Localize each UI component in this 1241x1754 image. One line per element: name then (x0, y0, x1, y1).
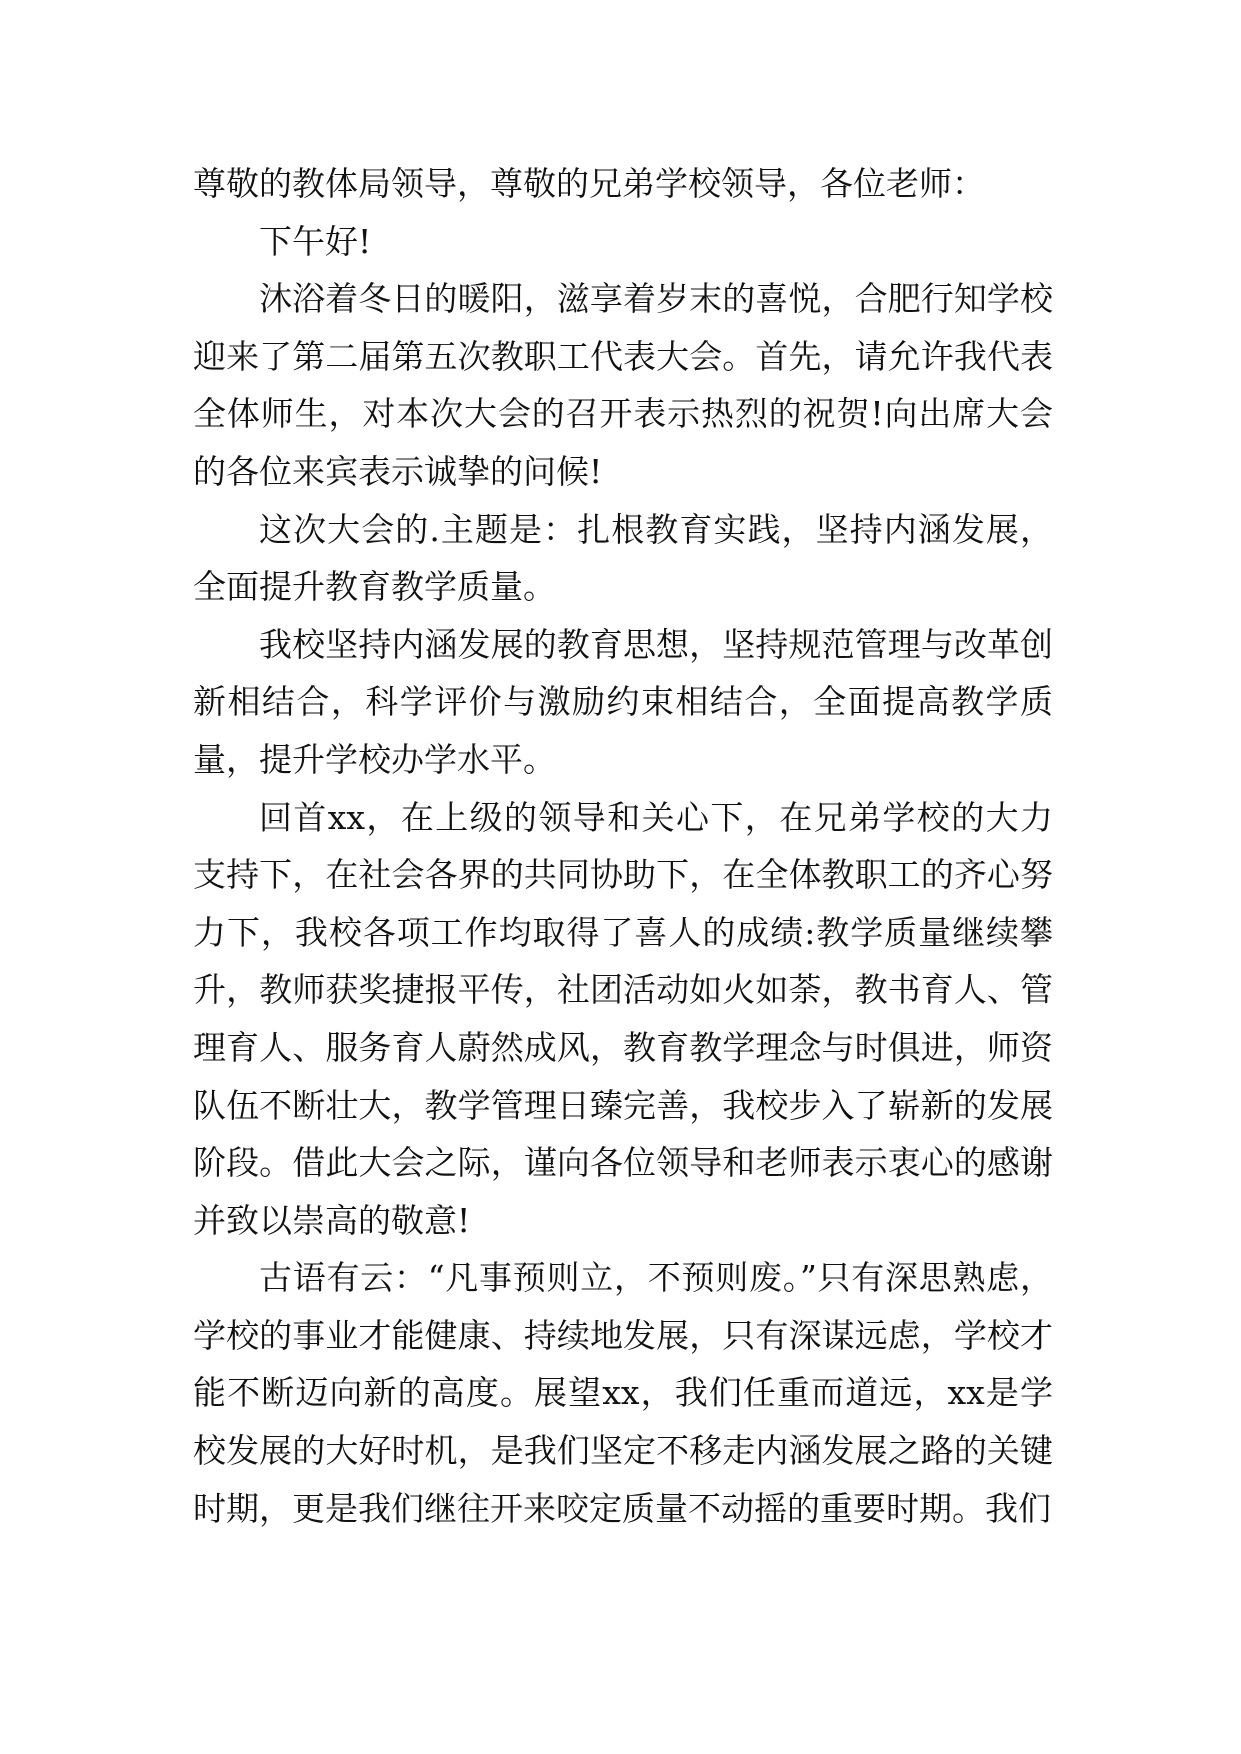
paragraph-philosophy: 我校坚持内涵发展的教育思想，坚持规范管理与改革创新相结合，科学评价与激励约束相结合，全面提高教学质量，提升学校办学水平。 (193, 624, 1053, 779)
paragraph-outlook: 古语有云：“凡事预则立，不预则废。”只有深思熟虑，学校的事业才能健康、持续地发展，只有深谋远虑，学校才能不断迈向新的高度。展望xx，我们任重而道远，xx是学校发展的大好时机，是我们坚定不移走内涵发展之路的关键时期，更是我们继往开来咬定质量不动摇的重要时期。我们 (193, 1258, 1053, 1528)
paragraph-review: 回首xx，在上级的领导和关心下，在兄弟学校的大力支持下，在社会各界的共同协助下，在全体教职工的齐心努力下，我校各项工作均取得了喜人的成绩:教学质量继续攀升，教师获奖捷报平传，社团活动如火如荼，教书育人、管理育人、服务育人蔚然成风，教育教学理念与时俱进，师资队伍不断壮大，教学管理日臻完善，我校步入了崭新的发展阶段。借此大会之际，谨向各位领导和老师表示衷心的感谢并致以崇高的敬意! (193, 797, 1053, 1240)
paragraph-theme: 这次大会的.主题是：扎根教育实践，坚持内涵发展，全面提升教育教学质量。 (193, 509, 1053, 607)
salutation: 尊敬的教体局领导，尊敬的兄弟学校领导，各位老师： (193, 164, 985, 203)
paragraph-opening: 沐浴着冬日的暖阳，滋享着岁末的喜悦，合肥行知学校迎来了第二届第五次教职工代表大会。首先，请允许我代表全体师生，对本次大会的召开表示热烈的祝贺!向出席大会的各位来宾表示诚挚的问候! (193, 279, 1053, 491)
speech-body (193, 155, 1053, 1537)
greeting: 下午好! (259, 221, 372, 261)
